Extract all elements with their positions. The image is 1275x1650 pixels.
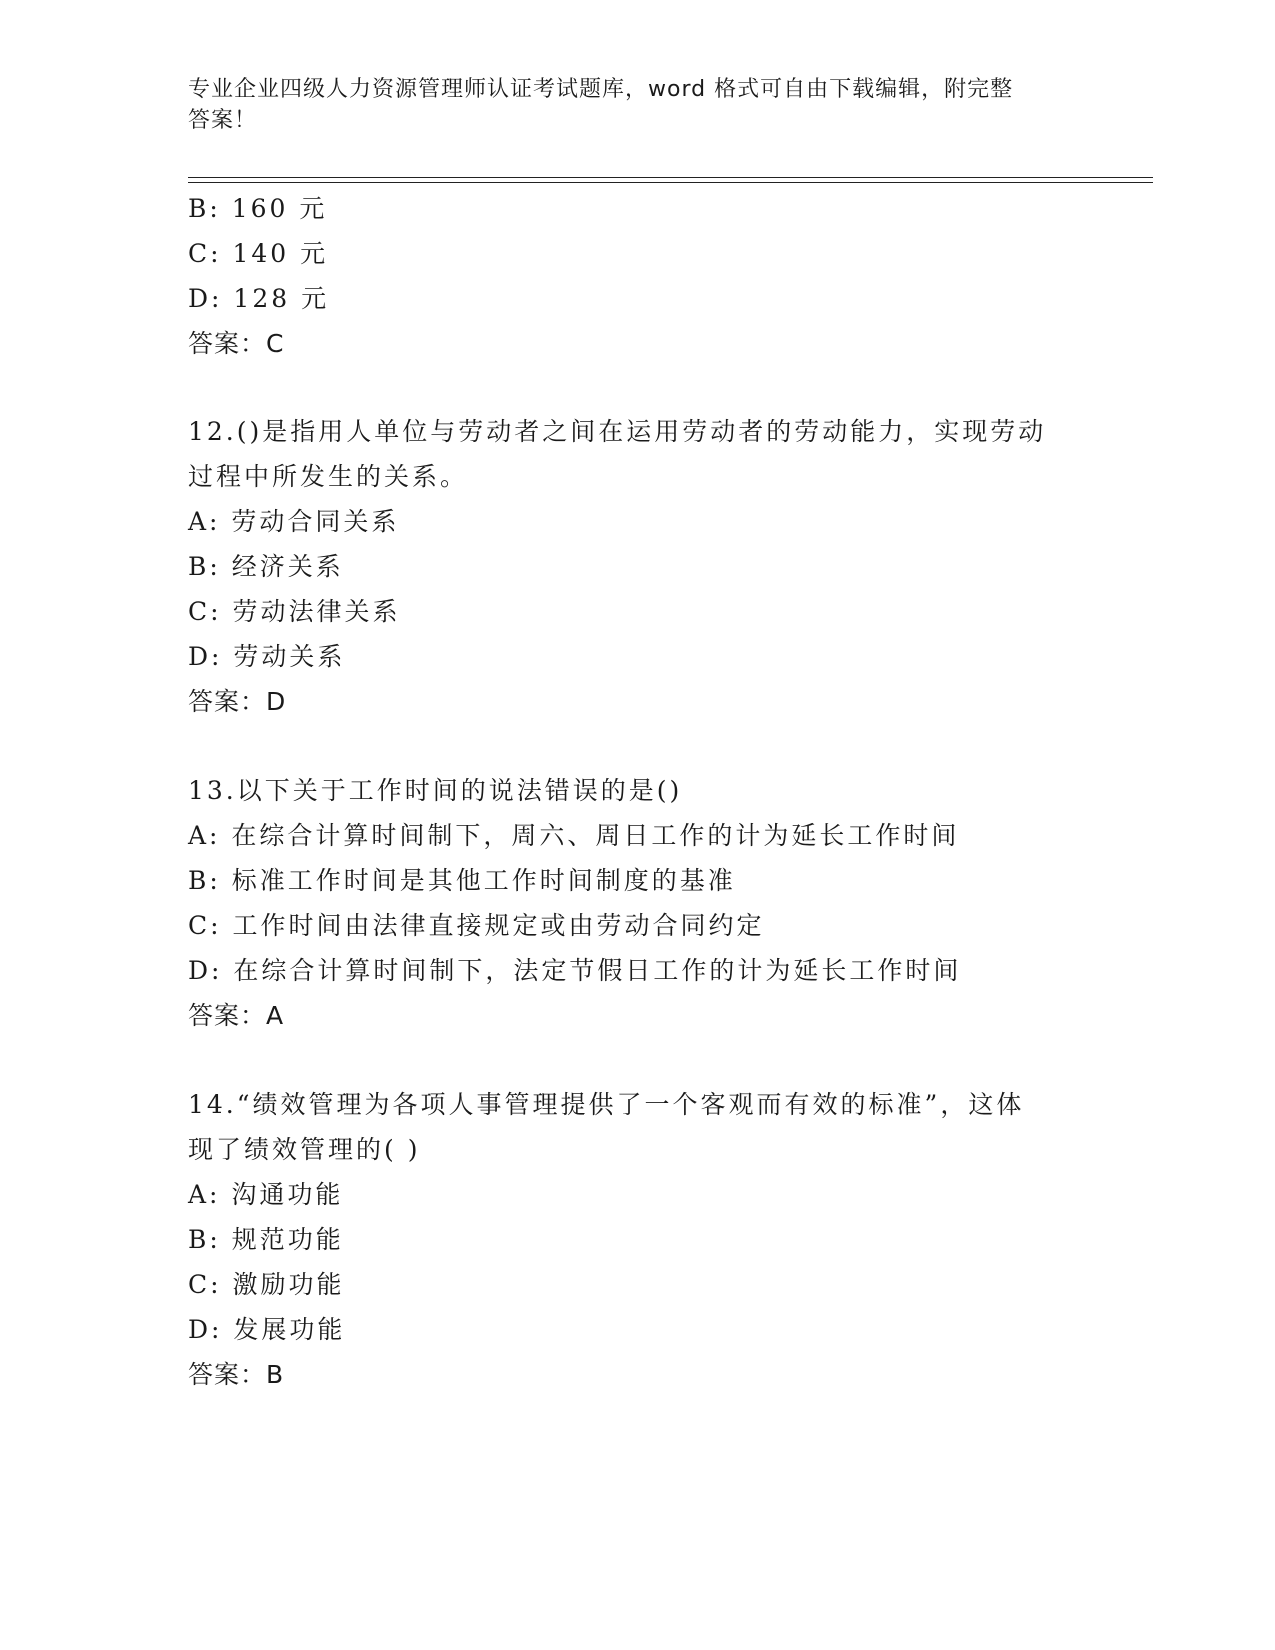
option-c: C: 140 元: [188, 239, 329, 268]
question-14-text-line-1: 14.“绩效管理为各项人事管理提供了一个客观而有效的标准”，这体: [188, 1090, 1025, 1119]
question-12-text-line-2: 过程中所发生的关系。: [188, 462, 469, 491]
question-14-option-d: D: 发展功能: [188, 1315, 346, 1344]
option-b: B: 160 元: [188, 194, 328, 223]
question-13-answer: 答案：A: [188, 1001, 285, 1030]
question-12-answer: 答案：D: [188, 687, 287, 716]
question-14-option-b: B: 规范功能: [188, 1225, 344, 1254]
option-d: D: 128 元: [188, 284, 330, 313]
question-13-option-a: A: 在综合计算时间制下，周六、周日工作的计为延长工作时间: [188, 821, 960, 850]
answer-line: 答案：C: [188, 329, 285, 358]
question-12-text-line-1: 12.()是指用人单位与劳动者之间在运用劳动者的劳动能力，实现劳动: [188, 417, 1047, 446]
question-13-text: 13.以下关于工作时间的说法错误的是(): [188, 776, 683, 805]
question-13-option-d: D: 在综合计算时间制下，法定节假日工作的计为延长工作时间: [188, 956, 962, 985]
header-title-line-2: 答案！: [188, 108, 258, 133]
question-14-option-c: C: 激励功能: [188, 1270, 345, 1299]
question-12-option-c: C: 劳动法律关系: [188, 597, 401, 626]
header-divider-bottom: [188, 182, 1153, 183]
question-12-option-d: D: 劳动关系: [188, 642, 346, 671]
question-14-answer: 答案：B: [188, 1360, 285, 1389]
question-13-option-c: C: 工作时间由法律直接规定或由劳动合同约定: [188, 911, 765, 940]
question-12-option-a: A: 劳动合同关系: [188, 507, 400, 536]
question-12-option-b: B: 经济关系: [188, 552, 344, 581]
question-14-text-line-2: 现了绩效管理的( ): [188, 1135, 421, 1164]
question-13-option-b: B: 标准工作时间是其他工作时间制度的基准: [188, 866, 736, 895]
question-14-option-a: A: 沟通功能: [188, 1180, 344, 1209]
header-title-line-1: 专业企业四级人力资源管理师认证考试题库，word 格式可自由下载编辑，附完整: [188, 77, 1014, 102]
header-divider-top: [188, 177, 1153, 178]
document-header: [188, 74, 1088, 136]
